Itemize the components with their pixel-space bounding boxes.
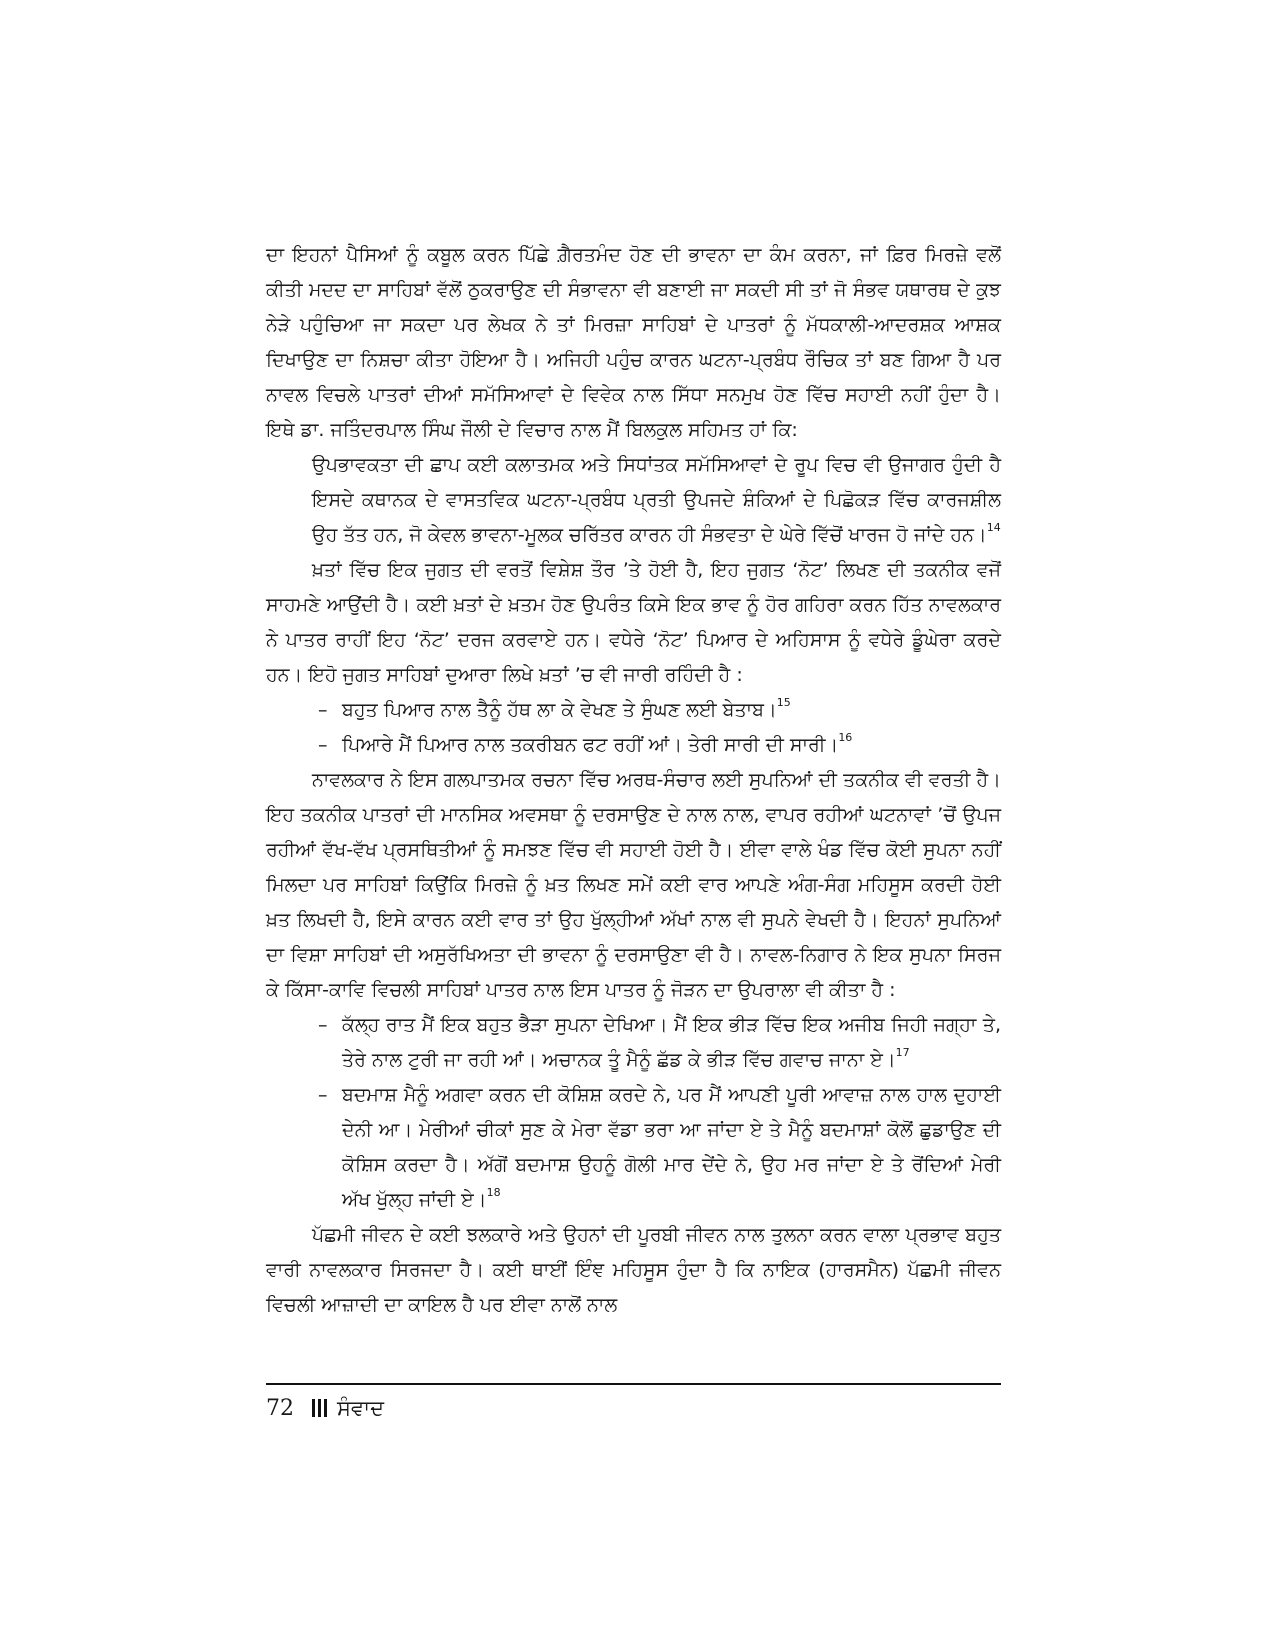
dash-quote-text: ਬਹੁਤ ਪਿਆਰ ਨਾਲ ਤੈਨੂੰ ਹੱਥ ਲਾ ਕੇ ਵੇਖਣ ਤੇ ਸੁੰਘਣ ਲਈ ਬੇਤਾਬ। <box>342 699 777 721</box>
paragraph-1: ਦਾ ਇਹਨਾਂ ਪੈਸਿਆਂ ਨੂੰ ਕਬੂਲ ਕਰਨ ਪਿੱਛੇ ਗ਼ੈਰਤਮੰਦ ਹੋਣ ਦੀ ਭਾਵਨਾ ਦਾ ਕੰਮ ਕਰਨਾ, ਜਾਂ ਫ਼ਿਰ ਮਿਰਜ਼ੇ ਵਲੋਂ ਕੀਤੀ ਮਦਦ ਦਾ ਸਾਹਿਬਾਂ ਵੱਲੋਂ ਠੁਕਰਾਉਣ ਦੀ ਸੰਭਾਵਨਾ ਵੀ ਬਣਾਈ ਜਾ ਸਕਦੀ ਸੀ ਤਾਂ ਜੋ ਸੰਭਵ ਯਥਾਰਥ ਦੇ ਕੁਝ ਨੇੜੇ ਪਹੁੰਚਿਆ ਜਾ ਸਕਦਾ ਪਰ ਲੇਖਕ ਨੇ ਤਾਂ ਮਿਰਜ਼ਾ ਸਾਹਿਬਾਂ ਦੇ ਪਾਤਰਾਂ ਨੂੰ ਮੱਧਕਾਲੀ-ਆਦਰਸ਼ਕ ਆਸ਼ਕ ਦਿਖਾਉਣ ਦਾ ਨਿਸ਼ਚਾ ਕੀਤਾ ਹੋਇਆ ਹੈ। ਅਜਿਹੀ ਪਹੁੰਚ ਕਾਰਨ ਘਟਨਾ-ਪ੍ਰਬੰਧ ਰੌਚਿਕ ਤਾਂ ਬਣ ਗਿਆ ਹੈ ਪਰ ਨਾਵਲ ਵਿਚਲੇ ਪਾਤਰਾਂ ਦੀਆਂ ਸਮੱਸਿਆਵਾਂ ਦੇ ਵਿਵੇਕ ਨਾਲ ਸਿੱਧਾ ਸਨਮੁਖ ਹੋਣ ਵਿੱਚ ਸਹਾਈ ਨਹੀਂ ਹੁੰਦਾ ਹੈ। ਇਥੇ ਡਾ. ਜਤਿੰਦਰਪਾਲ ਸਿੰਘ ਜੌਲੀ ਦੇ ਵਿਚਾਰ ਨਾਲ ਮੈਂ ਬਿਲਕੁਲ ਸਹਿਮਤ ਹਾਂ ਕਿ: <box>266 244 1001 441</box>
dash-quote-1 <box>266 693 1001 728</box>
footnote-ref-17: 17 <box>895 1046 910 1059</box>
dash-quote-4 <box>266 1078 1001 1218</box>
page-body <box>266 238 1001 1323</box>
footnote-ref-15: 15 <box>776 696 791 709</box>
footer-rule <box>266 1383 1001 1385</box>
paragraph-3: ਨਾਵਲਕਾਰ ਨੇ ਇਸ ਗਲਪਾਤਮਕ ਰਚਨਾ ਵਿੱਚ ਅਰਥ-ਸੰਚਾਰ ਲਈ ਸੁਪਨਿਆਂ ਦੀ ਤਕਨੀਕ ਵੀ ਵਰਤੀ ਹੈ। ਇਹ ਤਕਨੀਕ ਪਾਤਰਾਂ ਦੀ ਮਾਨਸਿਕ ਅਵਸਥਾ ਨੂੰ ਦਰਸਾਉਣ ਦੇ ਨਾਲ ਨਾਲ, ਵਾਪਰ ਰਹੀਆਂ ਘਟਨਾਵਾਂ ’ਚੋਂ ਉਪਜ ਰਹੀਆਂ ਵੱਖ-ਵੱਖ ਪ੍ਰਸਥਿਤੀਆਂ ਨੂੰ ਸਮਝਣ ਵਿੱਚ ਵੀ ਸਹਾਈ ਹੋਈ ਹੈ। ਈਵਾ ਵਾਲੇ ਖੰਡ ਵਿੱਚ ਕੋਈ ਸੁਪਨਾ ਨਹੀਂ ਮਿਲਦਾ ਪਰ ਸਾਹਿਬਾਂ ਕਿਉਂਕਿ ਮਿਰਜ਼ੇ ਨੂੰ ਖ਼ਤ ਲਿਖਣ ਸਮੇਂ ਕਈ ਵਾਰ ਆਪਣੇ ਅੰਗ-ਸੰਗ ਮਹਿਸੂਸ ਕਰਦੀ ਹੋਈ ਖ਼ਤ ਲਿਖਦੀ ਹੈ, ਇਸੇ ਕਾਰਨ ਕਈ ਵਾਰ ਤਾਂ ਉਹ ਖੁੱਲ੍ਹੀਆਂ ਅੱਖਾਂ ਨਾਲ ਵੀ ਸੁਪਨੇ ਵੇਖਦੀ ਹੈ। ਇਹਨਾਂ ਸੁਪਨਿਆਂ ਦਾ ਵਿਸ਼ਾ ਸਾਹਿਬਾਂ ਦੀ ਅਸੁਰੱਖਿਅਤਾ ਦੀ ਭਾਵਨਾ ਨੂੰ ਦਰਸਾਉਣਾ ਵੀ ਹੈ। ਨਾਵਲ-ਨਿਗਾਰ ਨੇ ਇਕ ਸੁਪਨਾ ਸਿਰਜ ਕੇ ਕਿੱਸਾ-ਕਾਵਿ ਵਿਚਲੀ ਸਾਹਿਬਾਂ ਪਾਤਰ ਨਾਲ ਇਸ ਪਾਤਰ ਨੂੰ ਜੋੜਨ ਦਾ ਉਪਰਾਲਾ ਵੀ ਕੀਤਾ ਹੈ : <box>266 769 1001 1001</box>
dash-quote-3 <box>266 1008 1001 1078</box>
dash-quote-2 <box>266 728 1001 763</box>
page-number: 72 <box>266 1395 294 1421</box>
dash-quote-text: ਪਿਆਰੇ ਮੈਂ ਪਿਆਰ ਨਾਲ ਤਕਰੀਬਨ ਫਟ ਰਹੀਂ ਆਂ। ਤੇਰੀ ਸਾਰੀ ਦੀ ਸਾਰੀ। <box>342 734 839 756</box>
page-footer <box>266 1393 384 1423</box>
dash-marker: – <box>318 1014 328 1036</box>
footnote-ref-14: 14 <box>986 521 1001 534</box>
paragraph-2: ਖ਼ਤਾਂ ਵਿੱਚ ਇਕ ਜੁਗਤ ਦੀ ਵਰਤੋਂ ਵਿਸ਼ੇਸ਼ ਤੌਰ ’ਤੇ ਹੋਈ ਹੈ, ਇਹ ਜੁਗਤ ‘ਨੋਟ’ ਲਿਖਣ ਦੀ ਤਕਨੀਕ ਵਜੋਂ ਸਾਹਮਣੇ ਆਉਂਦੀ ਹੈ। ਕਈ ਖ਼ਤਾਂ ਦੇ ਖ਼ਤਮ ਹੋਣ ਉਪਰੰਤ ਕਿਸੇ ਇਕ ਭਾਵ ਨੂੰ ਹੋਰ ਗਹਿਰਾ ਕਰਨ ਹਿੱਤ ਨਾਵਲਕਾਰ ਨੇ ਪਾਤਰ ਰਾਹੀਂ ਇਹ ‘ਨੋਟ’ ਦਰਜ ਕਰਵਾਏ ਹਨ। ਵਧੇਰੇ ‘ਨੋਟ’ ਪਿਆਰ ਦੇ ਅਹਿਸਾਸ ਨੂੰ ਵਧੇਰੇ ਡੂੰਘੇਰਾ ਕਰਦੇ ਹਨ। ਇਹੋ ਜੁਗਤ ਸਾਹਿਬਾਂ ਦੁਆਰਾ ਲਿਖੇ ਖ਼ਤਾਂ ’ਚ ਵੀ ਜਾਰੀ ਰਹਿੰਦੀ ਹੈ : <box>266 559 1001 686</box>
dash-quote-text: ਬਦਮਾਸ਼ ਮੈਨੂੰ ਅਗਵਾ ਕਰਨ ਦੀ ਕੋਸ਼ਿਸ਼ ਕਰਦੇ ਨੇ, ਪਰ ਮੈਂ ਆਪਣੀ ਪੂਰੀ ਆਵਾਜ਼ ਨਾਲ ਹਾਲ ਦੁਹਾਈ ਦੇਨੀ ਆ। ਮੇਰੀਆਂ ਚੀਕਾਂ ਸੁਣ ਕੇ ਮੇਰਾ ਵੱਡਾ ਭਰਾ ਆ ਜਾਂਦਾ ਏ ਤੇ ਮੈਨੂੰ ਬਦਮਾਸ਼ਾਂ ਕੋਲੋਂ ਛੁਡਾਉਣ ਦੀ ਕੋਸ਼ਿਸ ਕਰਦਾ ਹੈ। ਅੱਗੋਂ ਬਦਮਾਸ਼ ਉਹਨੂੰ ਗੋਲੀ ਮਾਰ ਦੇਂਦੇ ਨੇ, ਉਹ ਮਰ ਜਾਂਦਾ ਏ ਤੇ ਰੋਂਦਿਆਂ ਮੇਰੀ ਅੱਖ ਖੁੱਲ੍ਹ ਜਾਂਦੀ ਏ। <box>342 1084 1001 1211</box>
dash-marker: – <box>318 1084 328 1106</box>
paragraph-4: ਪੱਛਮੀ ਜੀਵਨ ਦੇ ਕਈ ਝਲਕਾਰੇ ਅਤੇ ਉਹਨਾਂ ਦੀ ਪੂਰਬੀ ਜੀਵਨ ਨਾਲ ਤੁਲਨਾ ਕਰਨ ਵਾਲਾ ਪ੍ਰਭਾਵ ਬਹੁਤ ਵਾਰੀ ਨਾਵਲਕਾਰ ਸਿਰਜਦਾ ਹੈ। ਕਈ ਥਾਈਂ ਇੰਞ ਮਹਿਸੂਸ ਹੁੰਦਾ ਹੈ ਕਿ ਨਾਇਕ (ਹਾਰਸਮੈਨ) ਪੱਛਮੀ ਜੀਵਨ ਵਿਚਲੀ ਆਜ਼ਾਦੀ ਦਾ ਕਾਇਲ ਹੈ ਪਰ ਈਵਾ ਨਾਲੋਂ ਨਾਲ <box>266 1224 1001 1316</box>
dash-marker: – <box>318 734 328 756</box>
footnote-ref-16: 16 <box>838 731 853 744</box>
journal-bars-icon <box>312 1398 327 1418</box>
dash-marker: – <box>318 699 328 721</box>
block-quote <box>312 448 1001 553</box>
journal-name: ਸੰਵਾਦ <box>337 1395 385 1420</box>
dash-quote-text: ਕੱਲ੍ਹ ਰਾਤ ਮੈਂ ਇਕ ਬਹੁਤ ਭੈੜਾ ਸੁਪਨਾ ਦੇਖਿਆ। ਮੈਂ ਇਕ ਭੀੜ ਵਿੱਚ ਇਕ ਅਜੀਬ ਜਿਹੀ ਜਗ੍ਹਾ ਤੇ, ਤੇਰੇ ਨਾਲ ਟੁਰੀ ਜਾ ਰਹੀ ਆਂ। ਅਚਾਨਕ ਤੂੰ ਮੈਨੂੰ ਛੱਡ ਕੇ ਭੀੜ ਵਿੱਚ ਗਵਾਚ ਜਾਨਾ ਏ। <box>342 1014 1001 1071</box>
footnote-ref-18: 18 <box>486 1186 501 1199</box>
quote-text: ਉਪਭਾਵਕਤਾ ਦੀ ਛਾਪ ਕਈ ਕਲਾਤਮਕ ਅਤੇ ਸਿਧਾਂਤਕ ਸਮੱਸਿਆਵਾਂ ਦੇ ਰੂਪ ਵਿਚ ਵੀ ਉਜਾਗਰ ਹੁੰਦੀ ਹੈ ਇਸਦੇ ਕਥਾਨਕ ਦੇ ਵਾਸਤਵਿਕ ਘਟਨਾ-ਪ੍ਰਬੰਧ ਪ੍ਰਤੀ ਉਪਜਦੇ ਸ਼ੰਕਿਆਂ ਦੇ ਪਿਛੋਕੜ ਵਿੱਚ ਕਾਰਜਸ਼ੀਲ ਉਹ ਤੱਤ ਹਨ, ਜੋ ਕੇਵਲ ਭਾਵਨਾ-ਮੂਲਕ ਚਰਿੱਤਰ ਕਾਰਨ ਹੀ ਸੰਭਵਤਾ ਦੇ ਘੇਰੇ ਵਿੱਚੋਂ ਖਾਰਜ ਹੋ ਜਾਂਦੇ ਹਨ। <box>312 454 1001 546</box>
